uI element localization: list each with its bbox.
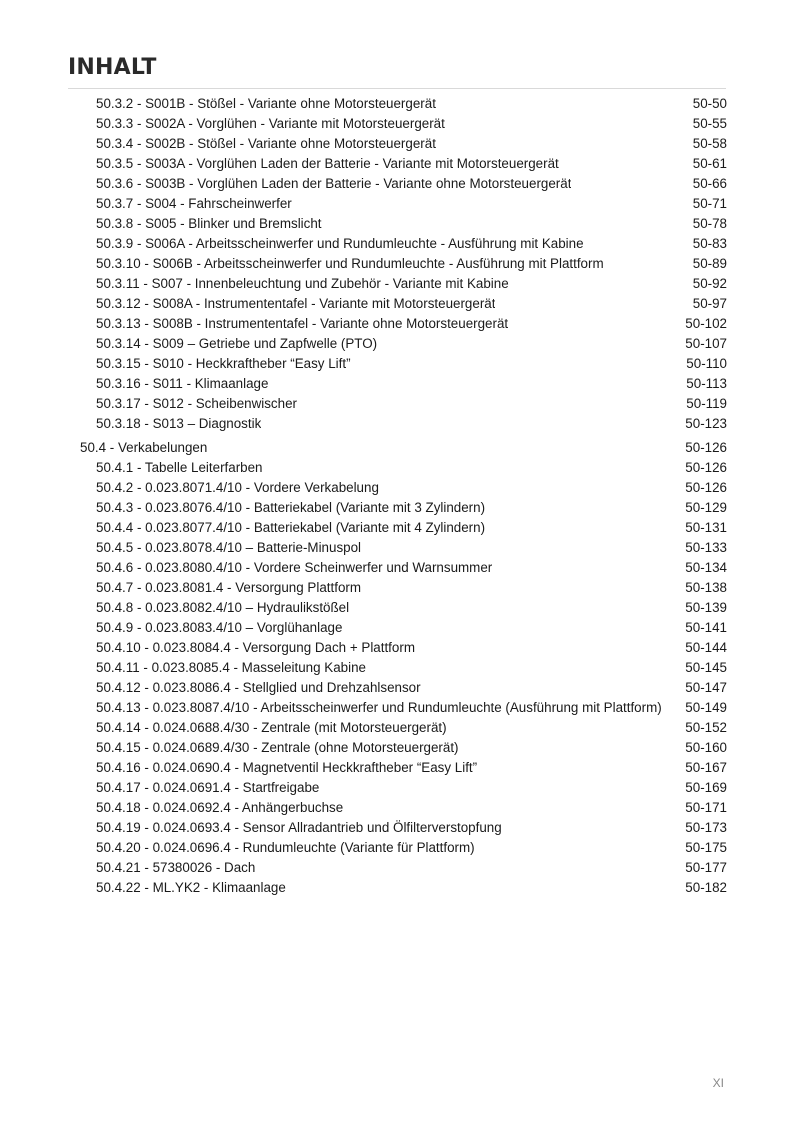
toc-entry[interactable] — [80, 858, 727, 878]
toc-entry-title: 50.4.20 - 0.024.0696.4 - Rundumleuchte (Variante für Plattform) — [96, 840, 475, 855]
toc-entry-title: 50.3.2 - S001B - Stößel - Variante ohne Motorsteuergerät — [96, 96, 436, 111]
toc-entry-title: 50.4.21 - 57380026 - Dach — [96, 860, 256, 875]
toc-entry[interactable] — [80, 518, 727, 538]
toc-entry-page: 50-149 — [685, 700, 727, 715]
toc-entry-title: 50.3.13 - S008B - Instrumententafel - Variante ohne Motorsteuergerät — [96, 316, 509, 331]
toc-entry-page: 50-126 — [685, 480, 727, 495]
toc-entry-page: 50-119 — [686, 396, 727, 411]
toc-entry-title: 50.4.2 - 0.023.8071.4/10 - Vordere Verkabelung — [96, 480, 379, 495]
toc-entry-title: 50.4.16 - 0.024.0690.4 - Magnetventil Heckkraftheber “Easy Lift” — [96, 760, 478, 775]
toc-entry-title: 50.3.14 - S009 – Getriebe und Zapfwelle (PTO) — [96, 336, 378, 351]
toc-entry[interactable] — [80, 214, 727, 234]
toc-entry-page: 50-55 — [692, 116, 727, 131]
toc-entry[interactable] — [80, 414, 727, 434]
toc-entry-page: 50-89 — [692, 256, 727, 271]
toc-entry[interactable] — [80, 598, 727, 618]
toc-entry-page: 50-134 — [685, 560, 727, 575]
toc-entry-title: 50.4.14 - 0.024.0688.4/30 - Zentrale (mit Motorsteuergerät) — [96, 720, 447, 735]
toc-entry-page: 50-126 — [685, 460, 727, 475]
toc-entry-title: 50.3.3 - S002A - Vorglühen - Variante mit Motorsteuergerät — [96, 116, 445, 131]
toc-entry-title: 50.4.22 - ML.YK2 - Klimaanlage — [96, 880, 286, 895]
toc-entry[interactable] — [80, 194, 727, 214]
toc-entry-page: 50-173 — [685, 820, 727, 835]
toc-entry[interactable] — [80, 638, 727, 658]
toc-entry-page: 50-102 — [685, 316, 727, 331]
toc-entry-title: 50.3.11 - S007 - Innenbeleuchtung und Zubehör - Variante mit Kabine — [96, 276, 509, 291]
toc-entry[interactable] — [80, 678, 727, 698]
toc-entry-title: 50.3.16 - S011 - Klimaanlage — [96, 376, 269, 391]
toc-entry[interactable] — [80, 334, 727, 354]
toc-entry[interactable] — [80, 878, 727, 898]
toc-entry-title: 50.4.8 - 0.023.8082.4/10 – Hydraulikstößel — [96, 600, 350, 615]
toc-entry[interactable] — [80, 274, 727, 294]
toc-entry[interactable] — [80, 838, 727, 858]
toc-entry[interactable] — [80, 114, 727, 134]
toc-entry[interactable] — [80, 134, 727, 154]
toc-entry[interactable] — [80, 718, 727, 738]
toc-entry-page: 50-92 — [692, 276, 727, 291]
toc-entry-page: 50-58 — [692, 136, 727, 151]
toc-entry[interactable] — [80, 234, 727, 254]
toc-section-entry[interactable] — [80, 438, 727, 458]
toc-entry-page: 50-107 — [685, 336, 727, 351]
toc-entry-page: 50-50 — [692, 96, 727, 111]
toc-entry-page: 50-110 — [686, 356, 727, 371]
toc-entry-page: 50-169 — [685, 780, 727, 795]
toc-entry[interactable] — [80, 798, 727, 818]
toc-entry-title: 50.4.15 - 0.024.0689.4/30 - Zentrale (ohne Motorsteuergerät) — [96, 740, 459, 755]
toc-entry-page: 50-83 — [692, 236, 727, 251]
toc-entry[interactable] — [80, 374, 727, 394]
page-number: XI — [712, 1076, 724, 1090]
toc-entry[interactable] — [80, 154, 727, 174]
toc-entry-page: 50-139 — [685, 600, 727, 615]
table-of-contents — [80, 94, 727, 898]
toc-entry-title: 50.4.3 - 0.023.8076.4/10 - Batteriekabel (Variante mit 3 Zylindern) — [96, 500, 486, 515]
toc-entry-title: 50.4.17 - 0.024.0691.4 - Startfreigabe — [96, 780, 320, 795]
toc-entry-page: 50-152 — [685, 720, 727, 735]
toc-entry[interactable] — [80, 738, 727, 758]
toc-entry[interactable] — [80, 538, 727, 558]
toc-entry[interactable] — [80, 254, 727, 274]
toc-entry-title: 50.3.8 - S005 - Blinker und Bremslicht — [96, 216, 322, 231]
toc-entry-page: 50-144 — [685, 640, 727, 655]
toc-entry-page: 50-131 — [685, 520, 727, 535]
toc-entry[interactable] — [80, 174, 727, 194]
toc-entry[interactable] — [80, 778, 727, 798]
toc-entry-title: 50.3.6 - S003B - Vorglühen Laden der Batterie - Variante ohne Motorsteuergerät — [96, 176, 572, 191]
toc-entry-page: 50-133 — [685, 540, 727, 555]
toc-entry[interactable] — [80, 394, 727, 414]
toc-entry-title: 50.4.4 - 0.023.8077.4/10 - Batteriekabel (Variante mit 4 Zylindern) — [96, 520, 486, 535]
toc-entry[interactable] — [80, 498, 727, 518]
toc-entry-title: 50.4.9 - 0.023.8083.4/10 – Vorglühanlage — [96, 620, 343, 635]
toc-entry-page: 50-61 — [692, 156, 727, 171]
toc-entry-title: 50.3.5 - S003A - Vorglühen Laden der Batterie - Variante mit Motorsteuergerät — [96, 156, 559, 171]
title-divider — [68, 88, 726, 89]
toc-entry[interactable] — [80, 314, 727, 334]
toc-entry-title: 50.3.17 - S012 - Scheibenwischer — [96, 396, 297, 411]
toc-entry[interactable] — [80, 558, 727, 578]
toc-entry[interactable] — [80, 658, 727, 678]
toc-entry-page: 50-171 — [685, 800, 727, 815]
toc-entry[interactable] — [80, 618, 727, 638]
toc-entry-page: 50-126 — [685, 440, 727, 455]
toc-entry[interactable] — [80, 458, 727, 478]
toc-entry-title: 50.4.13 - 0.023.8087.4/10 - Arbeitsscheinwerfer und Rundumleuchte (Ausführung mit Plattform) — [96, 700, 662, 715]
toc-entry-title: 50.4.6 - 0.023.8080.4/10 - Vordere Scheinwerfer und Warnsummer — [96, 560, 493, 575]
toc-entry-title: 50.3.4 - S002B - Stößel - Variante ohne Motorsteuergerät — [96, 136, 436, 151]
toc-entry-page: 50-66 — [692, 176, 727, 191]
toc-entry-page: 50-177 — [685, 860, 727, 875]
toc-entry-title: 50.4.19 - 0.024.0693.4 - Sensor Allradantrieb und Ölfilterverstopfung — [96, 820, 502, 835]
toc-entry[interactable] — [80, 94, 727, 114]
toc-entry-title: 50.3.7 - S004 - Fahrscheinwerfer — [96, 196, 292, 211]
toc-entry-page: 50-175 — [685, 840, 727, 855]
toc-entry[interactable] — [80, 698, 727, 718]
toc-entry-title: 50.4.18 - 0.024.0692.4 - Anhängerbuchse — [96, 800, 344, 815]
toc-entry-page: 50-71 — [692, 196, 727, 211]
toc-entry-title: 50.3.18 - S013 – Diagnostik — [96, 416, 262, 431]
toc-entry[interactable] — [80, 578, 727, 598]
toc-entry-title: 50.3.10 - S006B - Arbeitsscheinwerfer und Rundumleuchte - Ausführung mit Plattform — [96, 256, 604, 271]
toc-entry-page: 50-123 — [685, 416, 727, 431]
toc-entry[interactable] — [80, 354, 727, 374]
toc-entry-title: 50.4.12 - 0.023.8086.4 - Stellglied und Drehzahlsensor — [96, 680, 421, 695]
toc-entry[interactable] — [80, 818, 727, 838]
toc-entry[interactable] — [80, 758, 727, 778]
toc-entry[interactable] — [80, 294, 727, 314]
toc-entry-page: 50-78 — [692, 216, 727, 231]
toc-entry-page: 50-129 — [685, 500, 727, 515]
toc-entry-page: 50-182 — [685, 880, 727, 895]
toc-entry-title: 50.4.1 - Tabelle Leiterfarben — [96, 460, 263, 475]
page-title: INHALT — [68, 55, 157, 80]
toc-entry-page: 50-145 — [685, 660, 727, 675]
toc-entry-title: 50.4.11 - 0.023.8085.4 - Masseleitung Kabine — [96, 660, 366, 675]
toc-entry-page: 50-141 — [685, 620, 727, 635]
toc-entry-page: 50-147 — [685, 680, 727, 695]
toc-entry-page: 50-167 — [685, 760, 727, 775]
toc-entry-title: 50.4.7 - 0.023.8081.4 - Versorgung Plattform — [96, 580, 362, 595]
toc-entry[interactable] — [80, 478, 727, 498]
toc-entry-page: 50-160 — [685, 740, 727, 755]
toc-entry-page: 50-97 — [692, 296, 727, 311]
toc-entry-title: 50.4.10 - 0.023.8084.4 - Versorgung Dach + Plattform — [96, 640, 415, 655]
toc-entry-page: 50-113 — [686, 376, 727, 391]
toc-entry-title: 50.4 - Verkabelungen — [80, 440, 208, 455]
toc-entry-title: 50.4.5 - 0.023.8078.4/10 – Batterie-Minuspol — [96, 540, 362, 555]
toc-entry-page: 50-138 — [685, 580, 727, 595]
toc-entry-title: 50.3.9 - S006A - Arbeitsscheinwerfer und Rundumleuchte - Ausführung mit Kabine — [96, 236, 584, 251]
toc-entry-title: 50.3.12 - S008A - Instrumententafel - Variante mit Motorsteuergerät — [96, 296, 496, 311]
toc-entry-title: 50.3.15 - S010 - Heckkraftheber “Easy Lift” — [96, 356, 351, 371]
